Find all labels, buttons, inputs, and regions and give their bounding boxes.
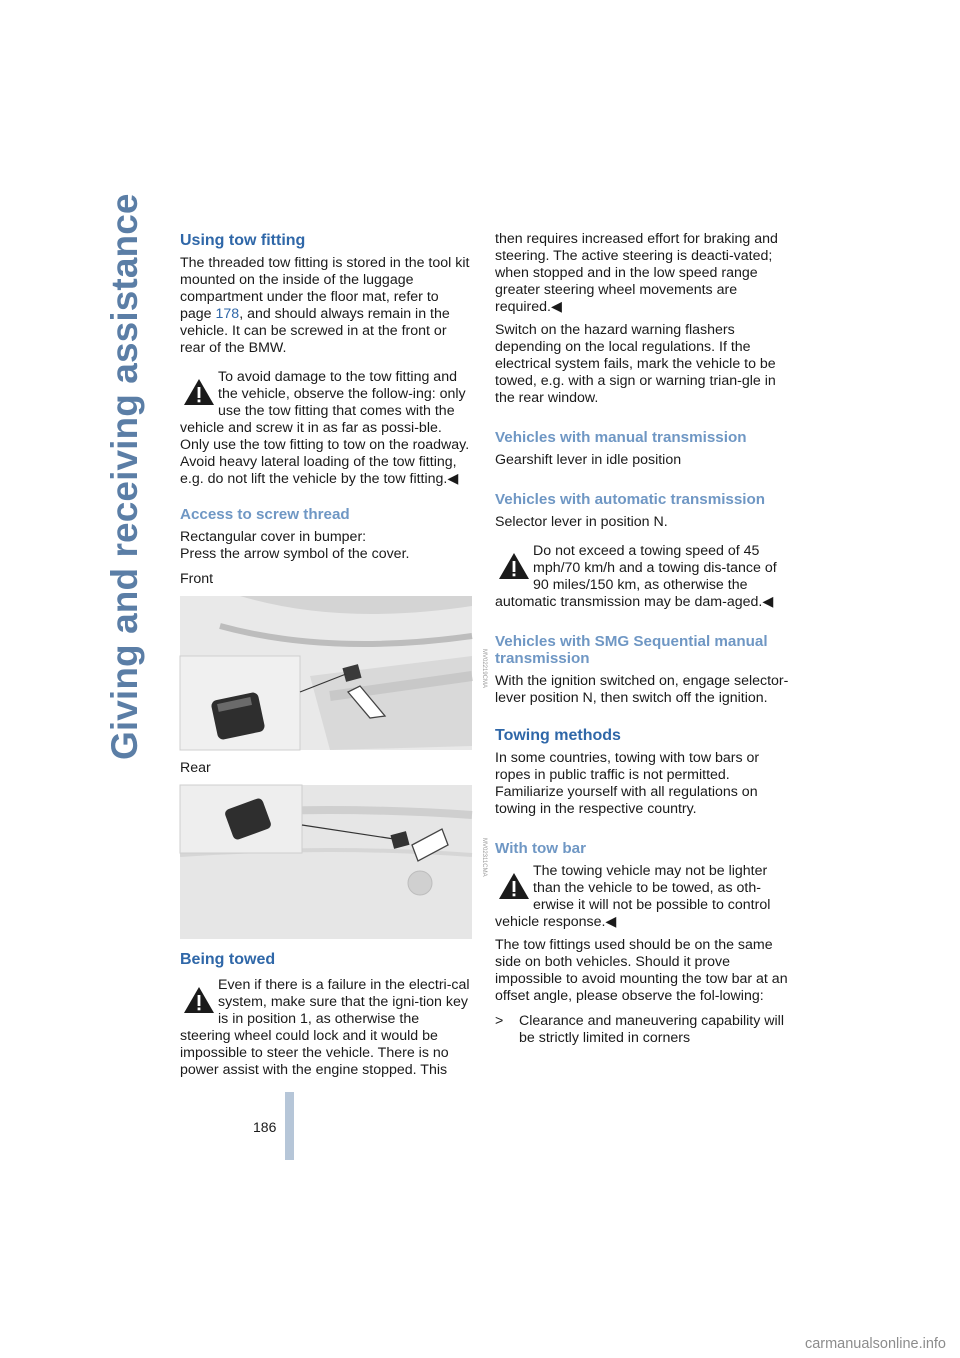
paragraph-automatic: Selector lever in position N. xyxy=(495,514,668,530)
front-bumper-illustration xyxy=(180,596,472,750)
paragraph-continued: then requires increased effort for braking and steering. The active steering is deacti-vated; when stopped and in the low speed range greater steering wheel movements are required.◀ xyxy=(495,231,778,315)
warning-being-towed xyxy=(180,977,472,1079)
paragraph-text: , and should always remain in the vehicle. It can be screwed in at the front or rear of the BMW. xyxy=(180,306,450,356)
page-link-178[interactable]: 178 xyxy=(215,306,240,322)
warning-tow-fitting xyxy=(180,369,472,488)
figure-front-bumper xyxy=(180,596,487,750)
heading-towing-methods: Towing methods xyxy=(495,727,621,744)
heading-manual-transmission: Vehicles with manual transmission xyxy=(495,429,747,446)
warning-automatic xyxy=(495,543,790,611)
paragraph-towing-methods: In some countries, towing with tow bars or ropes in public traffic is not permitted. Familiarize yourself with all regulations on towing in the respective country. xyxy=(495,750,760,817)
chapter-side-title-text: Giving and receiving assistance xyxy=(104,193,145,760)
watermark: carmanualsonline.info xyxy=(804,1336,946,1352)
warning-triangle-icon xyxy=(497,871,533,903)
heading-being-towed: Being towed xyxy=(180,951,276,968)
paragraph-tow-fitting xyxy=(180,255,472,357)
warning-triangle-icon xyxy=(182,985,218,1017)
figure-rear-bumper xyxy=(180,785,487,939)
right-column xyxy=(495,228,790,1047)
warning-text: Even if there is a failure in the electri-cal system, make sure that the igni-tion key is in position 1, as otherwise the steering wheel could lock and it would be impossible to steer the vehicle. There is no power assist with the engine stopped. This xyxy=(180,977,470,1078)
bullet-text: Clearance and maneuvering capability will be strictly limited in corners xyxy=(519,1013,784,1046)
warning-text: The towing vehicle may not be lighter than the vehicle to be towed, as oth-erwise it will not be possible to control vehicle response.◀ xyxy=(495,863,771,930)
bullet-item-clearance xyxy=(495,1013,790,1047)
warning-triangle-icon xyxy=(182,377,218,409)
heading-using-tow-fitting: Using tow fitting xyxy=(180,232,306,249)
page-marker-bar xyxy=(285,1092,294,1160)
paragraph-text: The threaded tow fitting is stored in the tool kit mounted on the inside of the luggage compartment under the floor mat, refer to page xyxy=(180,255,470,322)
heading-smg-transmission: Vehicles with SMG Sequential manual transmission xyxy=(495,633,768,667)
label-rear: Rear xyxy=(180,760,211,776)
warning-triangle-icon xyxy=(497,551,533,583)
warning-text: Do not exceed a towing speed of 45 mph/70 km/h and a towing dis-tance of 90 miles/150 km, as otherwise the automatic transmission may be dam-aged.◀ xyxy=(495,543,777,610)
paragraph-manual: Gearshift lever in idle position xyxy=(495,452,682,468)
paragraph-smg: With the ignition switched on, engage selector-lever position N, then switch off the ignition. xyxy=(495,673,789,706)
warning-text: To avoid damage to the tow fitting and the vehicle, observe the follow-ing: only use the tow fitting that comes with the vehicle and screw it in as far as possi-ble. Only use the tow fitting to tow on the roadway. Avoid heavy lateral loading of the tow fitting, e.g. do not lift the vehicle by the tow fitting.◀ xyxy=(180,369,470,487)
figure-code: MV02311CMA xyxy=(481,838,487,877)
rear-bumper-illustration xyxy=(180,785,472,939)
heading-with-tow-bar: With tow bar xyxy=(495,840,586,857)
left-column xyxy=(180,228,487,1085)
paragraph-access-1: Rectangular cover in bumper: xyxy=(180,529,367,545)
paragraph-hazard: Switch on the hazard warning flashers depending on the local regulations. If the electrical system fails, mark the vehicle to be towed, e.g. with a sign or warning trian-gle in the rear window. xyxy=(495,322,776,406)
paragraph-access-2: Press the arrow symbol of the cover. xyxy=(180,546,410,562)
heading-access-screw-thread: Access to screw thread xyxy=(180,506,350,523)
bullet-marker: > xyxy=(495,1013,504,1029)
heading-automatic-transmission: Vehicles with automatic transmission xyxy=(495,491,766,508)
chapter-side-title xyxy=(98,193,154,760)
paragraph-tow-bar: The tow fittings used should be on the same side on both vehicles. Should it prove impossible to avoid mounting the tow bar at an offset angle, please observe the fol-lowing: xyxy=(495,937,788,1004)
warning-tow-bar xyxy=(495,863,790,931)
label-front: Front xyxy=(180,571,214,587)
figure-code: MV02219CMA xyxy=(481,649,487,689)
page-number: 186 xyxy=(253,1119,277,1135)
